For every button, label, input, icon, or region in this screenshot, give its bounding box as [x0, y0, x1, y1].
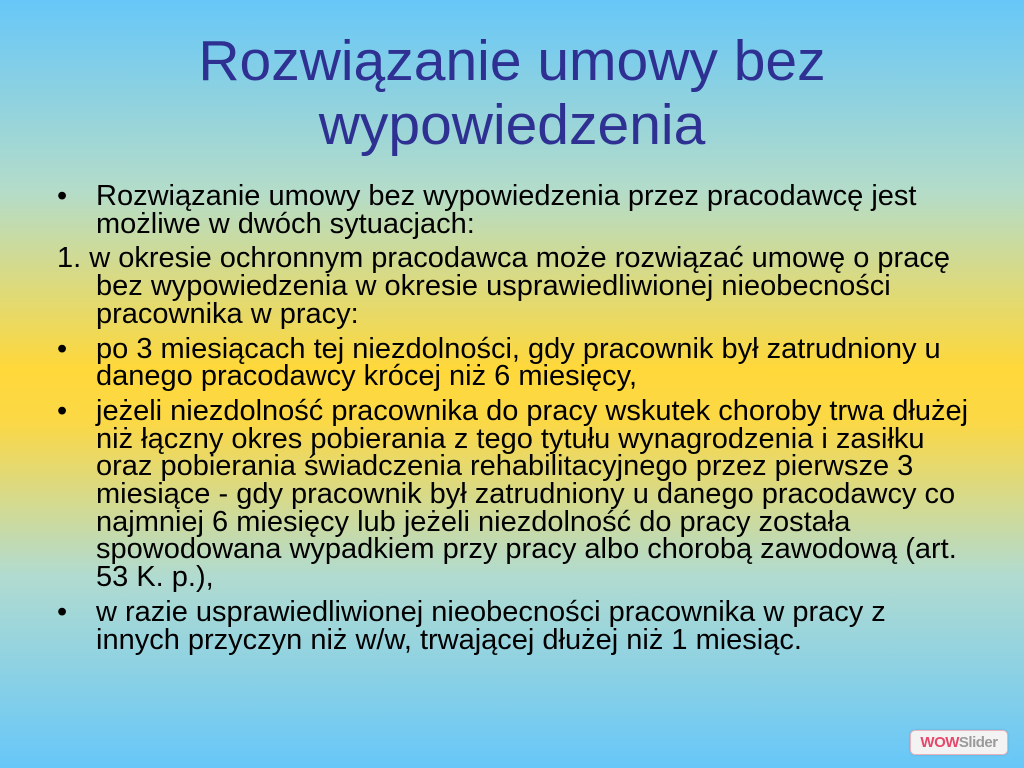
bullet-item	[57, 595, 1007, 656]
text-line: bez wypowiedzenia w okresie usprawiedliwionej nieobecności	[96, 270, 891, 303]
text-line: 1. w okresie ochronnym pracodawca może rozwiązać umowę o pracę	[57, 242, 950, 275]
bullet-marker: •	[57, 332, 68, 365]
text-line: innych przyczyn niż w/w, trwającej dłużej niż 1 miesiąc.	[96, 623, 802, 656]
text-line: pracownika w pracy:	[96, 297, 359, 330]
bullet-item	[57, 394, 1007, 594]
text-line: oraz pobierania świadczenia rehabilitacyjnego przez pierwsze 3	[96, 450, 914, 483]
slide-body	[57, 180, 1007, 656]
text-line: danego pracodawcy krócej niż 6 miesięcy,	[96, 360, 638, 393]
text-line: niż łączny okres pobierania z tego tytułu wynagrodzenia i zasiłku	[96, 422, 925, 455]
wowslider-logo-slider: Slider	[958, 734, 998, 751]
bullet-item	[57, 180, 1007, 240]
text-line: w razie usprawiedliwionej nieobecności pracownika w pracy z	[96, 595, 886, 628]
bullet-marker: •	[57, 394, 68, 427]
text-line: 53 K. p.),	[96, 561, 214, 594]
text-line: możliwe w dwóch sytuacjach:	[96, 207, 475, 240]
text-line: najmniej 6 miesięcy lub jeżeli niezdolność do pracy została	[96, 505, 851, 538]
slide-title: Rozwiązanie umowy bez wypowiedzenia	[198, 29, 826, 157]
text-line: po 3 miesiącach tej niezdolności, gdy pracownik był zatrudniony u	[96, 332, 941, 365]
bullet-item	[57, 332, 1007, 393]
text-line: spowodowana wypadkiem przy pracy albo chorobą zawodową (art.	[96, 533, 957, 566]
numbered-item	[57, 242, 1007, 330]
bullet-marker: •	[57, 595, 68, 628]
wowslider-logo-wow: WOW	[920, 734, 959, 751]
wowslider-logo-link[interactable]	[910, 730, 1008, 755]
bullet-marker: •	[57, 180, 68, 212]
text-line: miesiące - gdy pracownik był zatrudniony u danego pracodawcy co	[96, 478, 956, 511]
text-line: jeżeli niezdolność pracownika do pracy wskutek choroby trwa dłużej	[96, 394, 969, 427]
text-line: Rozwiązanie umowy bez wypowiedzenia przez pracodawcę jest	[96, 180, 917, 212]
